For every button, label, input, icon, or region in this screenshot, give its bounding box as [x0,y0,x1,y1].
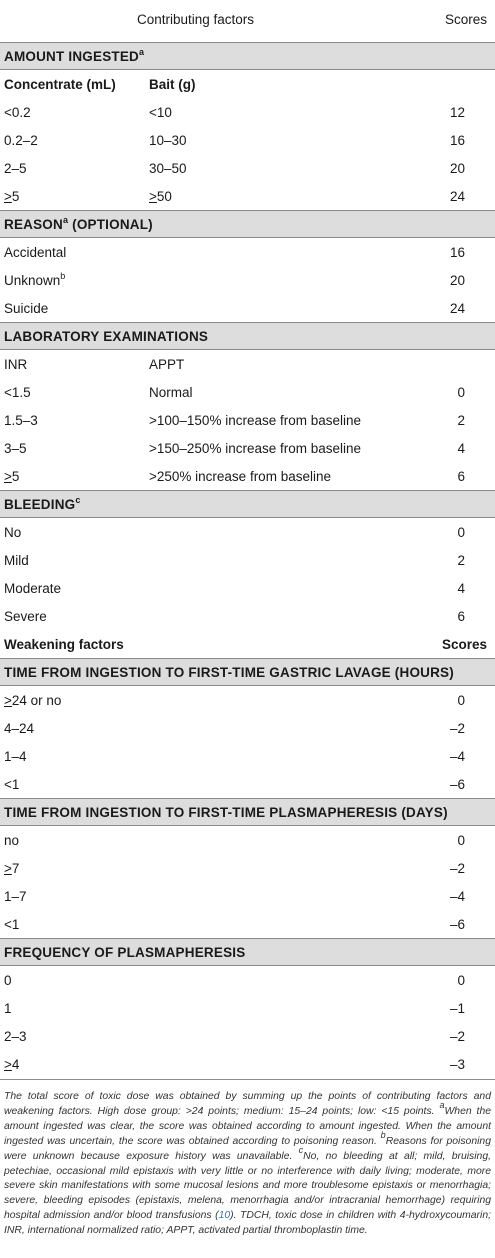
cell-reason: Accidental [4,245,67,260]
section-amount-ingested [0,42,495,70]
cell-concentrate: <0.2 [4,105,31,120]
cell-score: 0 [457,693,465,708]
cell-bleeding: Mild [4,553,29,568]
section-title: TIME FROM INGESTION TO FIRST-TIME PLASMAPHERESIS (DAYS) [4,805,448,820]
cell-appt: >150–250% increase from baseline [149,441,362,456]
table-header-row [0,0,495,42]
cell-score: 24 [449,189,465,204]
cell-appt: Normal [149,385,193,400]
table-row [0,686,495,714]
table-row [0,518,495,546]
table-row [0,714,495,742]
cell-bait: >50 [149,189,172,204]
cell-bait: 10–30 [149,133,187,148]
cell-concentrate: >5 [4,189,20,204]
table-row [0,266,495,294]
cell-score: –2 [449,721,465,736]
cell-score: 12 [449,105,465,120]
lab-subheader-row [0,350,495,378]
cell-score: 4 [457,441,465,456]
cell-score: –4 [449,889,465,904]
table-row [0,126,495,154]
weakening-label: Weakening factors [4,637,124,652]
cell-bait: 30–50 [149,161,187,176]
table-row [0,574,495,602]
cell-score: 6 [457,609,465,624]
cell-inr: >5 [4,469,20,484]
cell-score: –1 [449,1001,465,1016]
table-row [0,182,495,210]
amount-subheader-row [0,70,495,98]
cell-score: –6 [449,777,465,792]
cell-time: <1 [4,777,20,792]
cell-score: 0 [457,385,465,400]
cell-appt: >250% increase from baseline [149,469,331,484]
cell-bleeding: Severe [4,609,47,624]
cell-score: 16 [449,245,465,260]
header-contributing: Contributing factors [137,12,255,27]
table-row [0,882,495,910]
cell-bait: <10 [149,105,172,120]
cell-score: –2 [449,1029,465,1044]
cell-score: 2 [457,553,465,568]
table-row [0,406,495,434]
section-title: REASON$^a$ (OPTIONAL) [4,215,153,232]
section-reason [0,210,495,238]
cell-frequency: 2–3 [4,1029,27,1044]
cell-time: 4–24 [4,721,35,736]
cell-score: 4 [457,581,465,596]
cell-reason: Suicide [4,301,49,316]
cell-concentrate: 2–5 [4,161,27,176]
section-bleeding [0,490,495,518]
cell-score: –4 [449,749,465,764]
cell-time: <1 [4,917,20,932]
cell-time: 1–7 [4,889,27,904]
cell-frequency: >4 [4,1057,20,1072]
section-laboratory [0,322,495,350]
cell-score: 0 [457,525,465,540]
table-row [0,602,495,630]
weakening-scores-label: Scores [441,637,487,652]
bait-label: Bait (g) [149,77,196,92]
cell-inr: <1.5 [4,385,31,400]
table-row [0,98,495,126]
table-footnote: The total score of toxic dose was obtained by summing up the points of contributing factors and weakening factors. High dose group: >24 points; medium: 15–24 points; low: <15 points. $^a$When the amount ingested was clear, the score was obtained according to amount ingested. When the amount ingested was uncertain, the score was obtained according to poisoning reason. $^b$Reasons for poisoning were unknown because exposure history was unavailable. $^c$No, no bleeding at all; mild, bruising, petechiae, occasional mild epistaxis with very little or no interference with daily living; moderate, more severe skin manifestations with some mucosal lesions and more troublesome epistaxis or menorrhagia; severe, bleeding episodes (epistaxis, melena, menorrhagia and/or intracranial hemorrhage) requiring hospital admission and/or blood transfusions (10). TDCH, toxic dose in children with 4-hydroxycoumarin; INR, international normalized ratio; APPT, activated partial thromboplastin time. [4,1091,491,1237]
cell-score: 20 [449,273,465,288]
cell-score: 0 [457,973,465,988]
cell-time: >7 [4,861,20,876]
table-row [0,154,495,182]
cell-score: 24 [449,301,465,316]
header-scores: Scores [444,12,487,27]
section-title: AMOUNT INGESTED$^a$ [4,47,145,64]
cell-score: 0 [457,833,465,848]
concentrate-label: Concentrate (mL) [4,77,116,92]
table-row [0,434,495,462]
table-row [0,294,495,322]
table-row [0,1050,495,1080]
cell-reason: Unknown$^b$ [4,271,66,288]
cell-score: 2 [457,413,465,428]
cell-inr: 3–5 [4,441,27,456]
cell-frequency: 1 [4,1001,12,1016]
cell-inr: 1.5–3 [4,413,38,428]
appt-label: APPT [149,357,185,372]
cell-concentrate: 0.2–2 [4,133,38,148]
table-row [0,378,495,406]
cell-frequency: 0 [4,973,12,988]
section-title: BLEEDING$^c$ [4,495,81,512]
reference-link[interactable]: 10 [218,1210,231,1222]
cell-bleeding: Moderate [4,581,62,596]
cell-time: 1–4 [4,749,27,764]
table-row [0,854,495,882]
table-row [0,994,495,1022]
section-title: TIME FROM INGESTION TO FIRST-TIME GASTRIC LAVAGE (HOURS) [4,665,454,680]
cell-score: 16 [449,133,465,148]
table-row [0,546,495,574]
table-row [0,742,495,770]
cell-time: no [4,833,20,848]
section-gastric-lavage [0,658,495,686]
cell-score: 20 [449,161,465,176]
table-row [0,462,495,490]
section-plasmapheresis-frequency [0,938,495,966]
table-row [0,826,495,854]
weakening-header-row [0,630,495,658]
cell-score: 6 [457,469,465,484]
table-row [0,770,495,798]
cell-score: –2 [449,861,465,876]
cell-appt: >100–150% increase from baseline [149,413,362,428]
section-plasmapheresis-time [0,798,495,826]
cell-bleeding: No [4,525,22,540]
table-row [0,1022,495,1050]
cell-score: –6 [449,917,465,932]
cell-score: –3 [449,1057,465,1072]
table-row [0,910,495,938]
inr-label: INR [4,357,28,372]
section-title: FREQUENCY OF PLASMAPHERESIS [4,945,246,960]
section-title: LABORATORY EXAMINATIONS [4,329,209,344]
table-row [0,238,495,266]
table-row [0,966,495,994]
cell-time: >24 or no [4,693,62,708]
